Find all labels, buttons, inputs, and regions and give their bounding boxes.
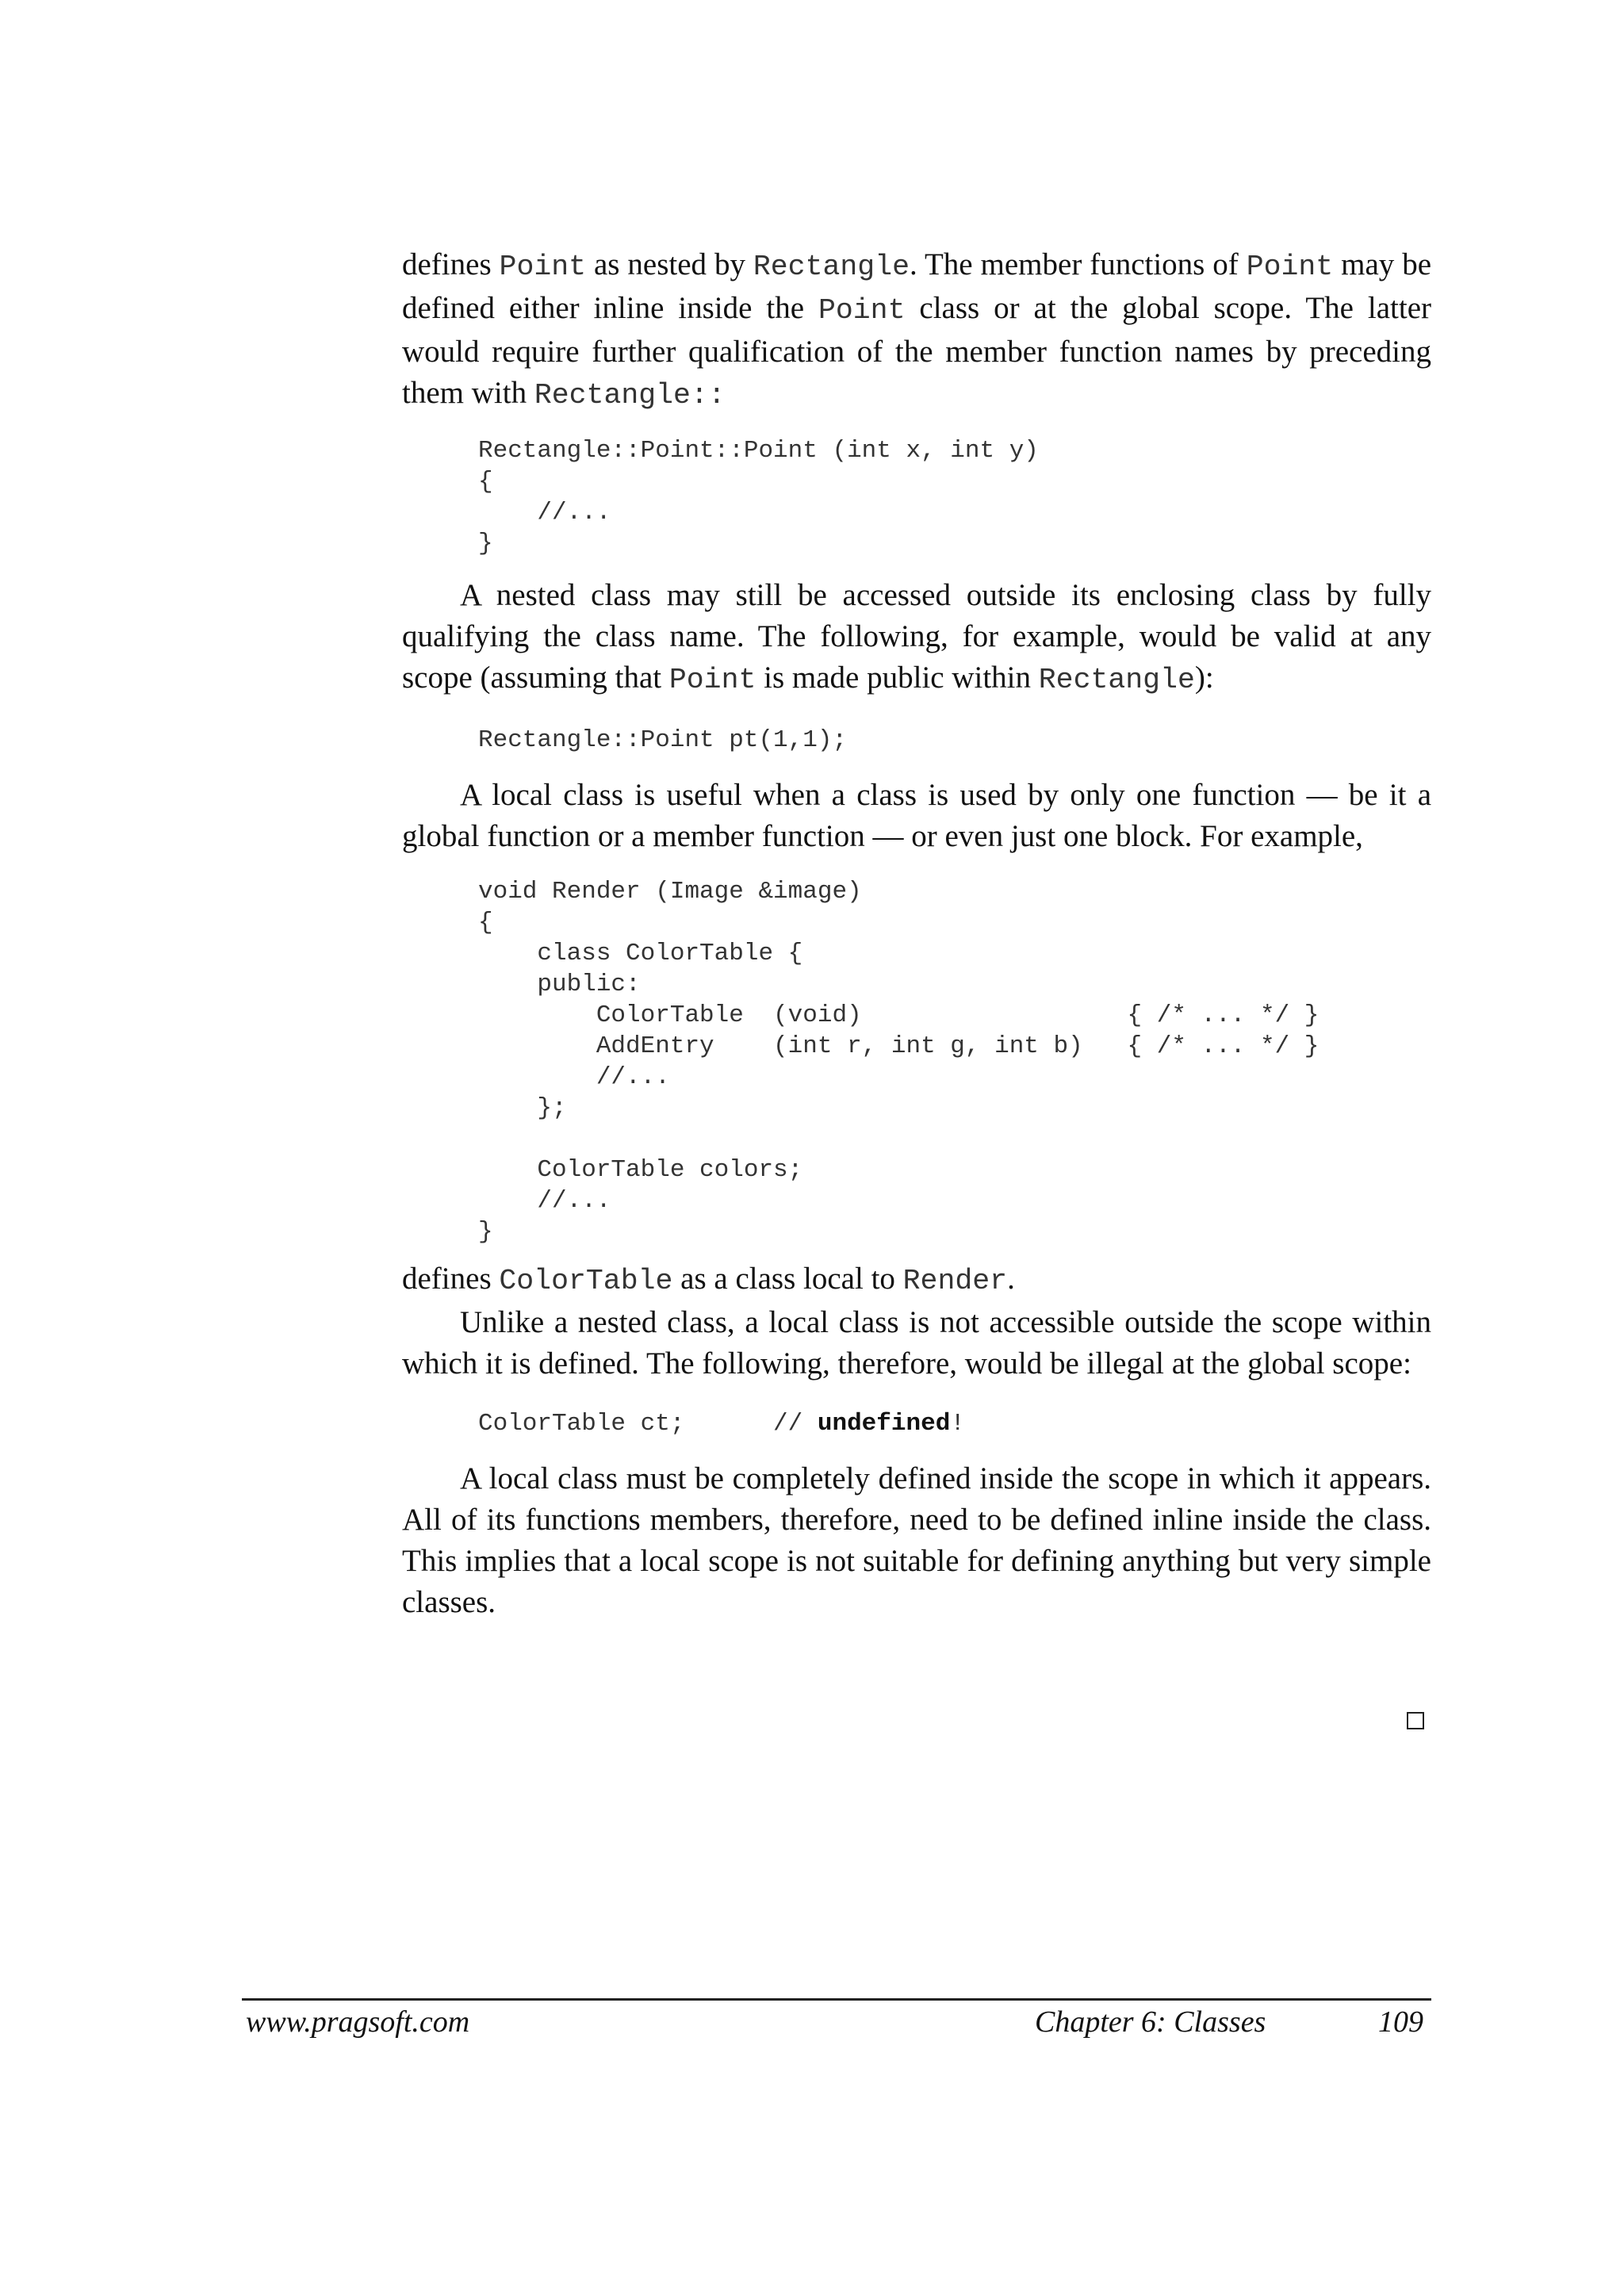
paragraph-defines-colortable: defines ColorTable as a class local to Render. xyxy=(402,1262,1015,1297)
inline-code: ColorTable xyxy=(499,1265,673,1297)
paragraph-local-class: A local class is useful when a class is used by only one function — be it a global function or a member function — or even just one block. For example, xyxy=(402,778,1431,853)
code-block-illegal-usage: ColorTable ct; // undefined! xyxy=(478,1410,965,1438)
code-block-point-constructor: Rectangle::Point::Point (int x, int y) { //... } xyxy=(478,437,1039,557)
inline-code: Render xyxy=(902,1265,1008,1297)
paragraph-local-class-definition: A local class must be completely defined inside the scope in which it appears. All of its functions members, therefore, need to be defined inline inside the class. This implies that a local scope is not suitable for defining anything but very simple classes. xyxy=(402,1461,1431,1619)
inline-code: Rectangle xyxy=(753,251,910,283)
inline-code: Rectangle:: xyxy=(534,379,726,412)
inline-code: Point xyxy=(818,294,906,327)
footer-chapter: Chapter 6: Classes xyxy=(1035,2005,1266,2039)
code-block-render-function: void Render (Image &image) { class ColorTable { public: ColorTable (void) { /* ... */ } AddEntry (int r, int g, int b) { /* ... */ } //... }; ColorTable colors; //... } xyxy=(478,878,1320,1246)
inline-code: Point xyxy=(499,251,587,283)
code-block-point-instance: Rectangle::Point pt(1,1); xyxy=(478,726,848,754)
footer-page-number: 109 xyxy=(1378,2005,1423,2039)
paragraph-nested-definition: defines Point as nested by Rectangle. The member functions of Point may be defined either inline inside the Point class or at the global scope. The latter would require further qualification of the member function names by preceding them with Rectangle:: xyxy=(402,247,1432,412)
paragraph-qualified-access: A nested class may still be accessed outside its enclosing class by fully qualifying the class name. The following, for example, would be valid at any scope (assuming that Point is made public within Rectangle): xyxy=(402,578,1431,696)
paragraph-unlike-nested: Unlike a nested class, a local class is not accessible outside the scope within which it is defined. The following, therefore, would be illegal at the global scope: xyxy=(402,1305,1431,1381)
footer-website: www.pragsoft.com xyxy=(246,2005,470,2039)
page-body xyxy=(402,244,1431,1623)
inline-code: Point xyxy=(668,664,756,696)
inline-code: Point xyxy=(1246,251,1334,283)
footer-divider xyxy=(242,1998,1431,2001)
end-of-section-box-icon xyxy=(1407,1712,1424,1729)
inline-code: Rectangle xyxy=(1038,664,1195,696)
